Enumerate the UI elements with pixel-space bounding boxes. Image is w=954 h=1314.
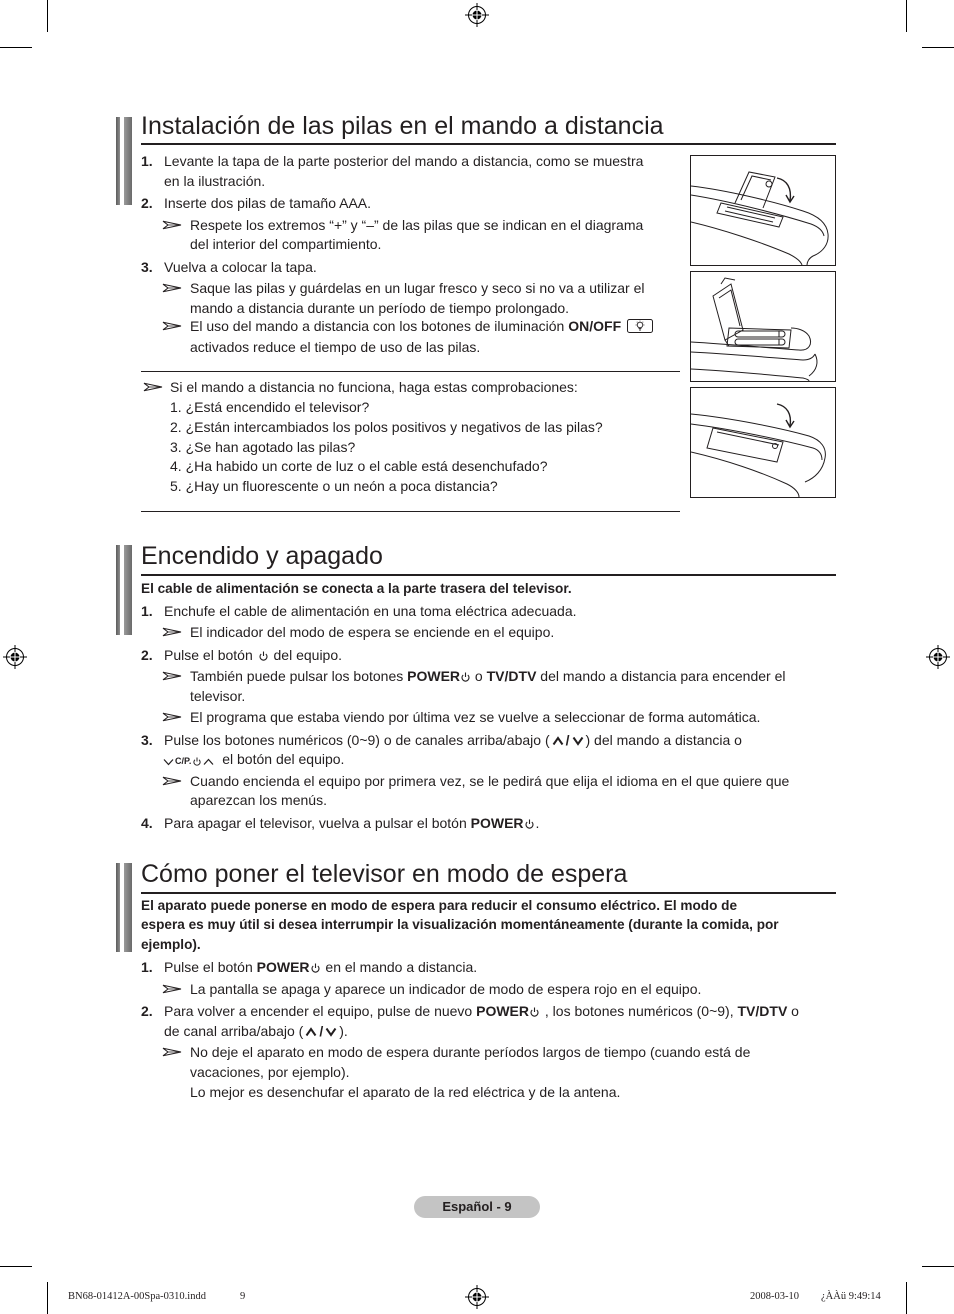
section-marker-bar bbox=[116, 117, 120, 205]
note-arrow-icon bbox=[162, 984, 182, 994]
step-text: Vuelva a colocar la tapa. bbox=[164, 259, 317, 275]
section-title-power: Encendido y apagado bbox=[141, 542, 383, 570]
step-number: 2. bbox=[141, 1003, 153, 1019]
note-text: mando a distancia durante un período de tiempo prolongado. bbox=[190, 300, 570, 316]
note-text: No deje el aparato en modo de espera durante períodos largos de tiempo (cuando está de bbox=[190, 1044, 751, 1060]
step-text-segment: ) del mando a distancia o bbox=[585, 732, 742, 748]
section-intro: espera es muy útil si desea interrumpir la visualización momentáneamente (durante la comida, por bbox=[141, 917, 779, 932]
power-button-label: POWER bbox=[407, 668, 461, 684]
remote-illustration-drawing bbox=[691, 156, 835, 265]
note-arrow-icon bbox=[162, 712, 182, 722]
step-text: en la ilustración. bbox=[164, 173, 266, 189]
step-text-segment: del equipo. bbox=[269, 647, 343, 663]
note-arrow-icon bbox=[162, 283, 182, 293]
step-text bbox=[164, 1022, 348, 1040]
section-intro: ejemplo). bbox=[141, 937, 201, 952]
crop-mark bbox=[922, 1266, 954, 1267]
slug-date: 2008-03-10 bbox=[750, 1291, 799, 1302]
remote-cover-open-illustration bbox=[690, 155, 836, 266]
crop-mark bbox=[0, 47, 32, 48]
note-text-segment: o bbox=[471, 668, 487, 684]
channel-panel-label: C/P. bbox=[175, 756, 192, 766]
chevron-down-icon bbox=[572, 736, 584, 746]
note-arrow-icon bbox=[162, 627, 182, 637]
section-marker-bar bbox=[124, 117, 132, 205]
step-text bbox=[164, 646, 342, 664]
light-bulb-icon bbox=[627, 319, 653, 333]
crop-mark bbox=[906, 0, 907, 32]
note-text-segment: El uso del mando a distancia con los botones de iluminación bbox=[190, 318, 569, 334]
section-title-standby: Cómo poner el televisor en modo de espera bbox=[141, 860, 628, 888]
troubleshoot-check: 1. ¿Está encendido el televisor? bbox=[170, 399, 370, 415]
section-title-underline bbox=[141, 574, 836, 576]
crop-mark bbox=[922, 47, 954, 48]
step-number: 1. bbox=[141, 153, 153, 169]
step-text-segment: el botón del equipo. bbox=[218, 751, 345, 767]
chevron-down-icon bbox=[325, 1027, 337, 1037]
note-text: Saque las pilas y guárdelas en un lugar fresco y seco si no va a utilizar el bbox=[190, 280, 645, 296]
crop-mark bbox=[47, 1282, 48, 1314]
divider bbox=[141, 371, 680, 372]
step-number: 2. bbox=[141, 195, 153, 211]
power-icon bbox=[461, 672, 470, 682]
note-text: Respete los extremos “+” y “–” de las pilas que se indican en el diagrama bbox=[190, 217, 644, 233]
step-text-segment: Pulse el botón bbox=[164, 959, 257, 975]
remote-illustration-drawing bbox=[691, 272, 835, 381]
remote-illustration-drawing bbox=[691, 388, 835, 497]
note-text: activados reduce el tiempo de uso de las pilas. bbox=[190, 339, 481, 355]
step-text-segment: Para volver a encender el equipo, pulse de nuevo bbox=[164, 1003, 477, 1019]
section-intro: El aparato puede ponerse en modo de espera para reducir el consumo eléctrico. El modo de bbox=[141, 898, 738, 913]
step-number: 3. bbox=[141, 732, 153, 748]
step-text-segment: o bbox=[787, 1003, 799, 1019]
step-text: Enchufe el cable de alimentación en una toma eléctrica adecuada. bbox=[164, 603, 577, 619]
note-text: El indicador del modo de espera se enciende en el equipo. bbox=[190, 624, 555, 640]
chevron-down-icon bbox=[163, 758, 174, 766]
note-text bbox=[190, 667, 785, 685]
power-icon bbox=[259, 651, 268, 661]
slash-separator: / bbox=[565, 732, 570, 748]
registration-mark-icon bbox=[3, 645, 27, 669]
section-intro: El cable de alimentación se conecta a la parte trasera del televisor. bbox=[141, 581, 572, 596]
power-button-label: POWER bbox=[256, 959, 310, 975]
power-icon bbox=[530, 1007, 539, 1017]
step-text-segment: ). bbox=[339, 1023, 348, 1039]
note-arrow-icon bbox=[162, 1047, 182, 1057]
note-arrow-icon bbox=[162, 321, 182, 331]
note-arrow-icon bbox=[162, 220, 182, 230]
power-button-label: POWER bbox=[470, 815, 524, 831]
power-icon bbox=[311, 963, 320, 973]
troubleshoot-check: 5. ¿Hay un fluorescente o un neón a poca distancia? bbox=[170, 478, 498, 494]
step-text bbox=[164, 958, 477, 976]
note-arrow-icon bbox=[143, 382, 163, 392]
section-marker-bar bbox=[116, 545, 120, 635]
step-text bbox=[163, 750, 344, 770]
step-text bbox=[164, 731, 742, 749]
power-icon bbox=[525, 819, 534, 829]
tv-dtv-button-label: TV/DTV bbox=[486, 668, 537, 684]
power-button-label: POWER bbox=[476, 1003, 529, 1019]
slash-separator: / bbox=[319, 1023, 324, 1039]
power-icon bbox=[193, 757, 201, 766]
troubleshoot-check: 3. ¿Se han agotado las pilas? bbox=[170, 439, 356, 455]
step-text bbox=[164, 814, 539, 832]
section-marker-bar bbox=[116, 863, 120, 952]
crop-mark bbox=[47, 0, 48, 32]
registration-mark-icon bbox=[465, 3, 489, 27]
slug-page-number: 9 bbox=[240, 1291, 246, 1302]
step-text-segment: en el mando a distancia. bbox=[321, 959, 478, 975]
note-text: vacaciones, por ejemplo). bbox=[190, 1064, 350, 1080]
step-text bbox=[164, 1002, 799, 1020]
note-text: del interior del compartimiento. bbox=[190, 236, 382, 252]
section-title-underline bbox=[141, 143, 836, 145]
registration-mark-icon bbox=[926, 645, 950, 669]
step-text: Inserte dos pilas de tamaño AAA. bbox=[164, 195, 372, 211]
note-arrow-icon bbox=[162, 776, 182, 786]
slug-file-name: BN68-01412A-00Spa-0310.indd bbox=[68, 1291, 206, 1302]
divider bbox=[141, 511, 680, 512]
troubleshoot-check: 2. ¿Están intercambiados los polos positivos y negativos de las pilas? bbox=[170, 419, 603, 435]
channel-panel-buttons-icon bbox=[163, 751, 214, 770]
crop-mark bbox=[906, 1282, 907, 1314]
step-text-segment: de canal arriba/abajo ( bbox=[164, 1023, 304, 1039]
remote-batteries-inserted-illustration bbox=[690, 271, 836, 382]
section-marker-bar bbox=[124, 545, 132, 635]
troubleshoot-check: 4. ¿Ha habido un corte de luz o el cable está desenchufado? bbox=[170, 458, 548, 474]
step-text-segment: , los botones numéricos (0~9), bbox=[541, 1003, 738, 1019]
section-marker-bar bbox=[124, 863, 132, 952]
note-text-segment: del mando a distancia para encender el bbox=[536, 668, 786, 684]
note-text: El programa que estaba viendo por última vez se vuelve a seleccionar de forma automática. bbox=[190, 709, 761, 725]
note-text bbox=[190, 317, 653, 335]
note-text-segment: También puede pulsar los botones bbox=[190, 668, 408, 684]
step-number: 4. bbox=[141, 815, 153, 831]
chevron-up-icon bbox=[552, 736, 564, 746]
step-text-segment: Para apagar el televisor, vuelva a pulsar el botón bbox=[164, 815, 471, 831]
step-number: 2. bbox=[141, 647, 153, 663]
chevron-up-icon bbox=[305, 1027, 317, 1037]
page-number-badge: Español - 9 bbox=[414, 1196, 540, 1218]
step-number: 1. bbox=[141, 603, 153, 619]
on-off-button-label: ON/OFF bbox=[568, 318, 622, 334]
note-arrow-icon bbox=[162, 671, 182, 681]
step-number: 1. bbox=[141, 959, 153, 975]
registration-mark-icon bbox=[465, 1285, 489, 1309]
step-text-segment: Pulse el botón bbox=[164, 647, 257, 663]
chevron-up-icon bbox=[203, 758, 214, 766]
note-text: Lo mejor es desenchufar el aparato de la red eléctrica y de la antena. bbox=[190, 1084, 621, 1100]
remote-cover-closed-illustration bbox=[690, 387, 836, 498]
note-text: La pantalla se apaga y aparece un indicador de modo de espera rojo en el equipo. bbox=[190, 981, 702, 997]
note-text: televisor. bbox=[190, 688, 246, 704]
crop-mark bbox=[0, 1266, 32, 1267]
section-title-install: Instalación de las pilas en el mando a distancia bbox=[141, 112, 664, 140]
slug-time: ¿ÀÀü 9:49:14 bbox=[821, 1291, 881, 1302]
step-number: 3. bbox=[141, 259, 153, 275]
step-text-segment: . bbox=[535, 815, 540, 831]
step-text-segment: Pulse los botones numéricos (0~9) o de canales arriba/abajo ( bbox=[164, 732, 550, 748]
troubleshoot-intro: Si el mando a distancia no funciona, haga estas comprobaciones: bbox=[170, 379, 578, 395]
step-text: Levante la tapa de la parte posterior del mando a distancia, como se muestra bbox=[164, 153, 644, 169]
tv-dtv-button-label: TV/DTV bbox=[737, 1003, 788, 1019]
section-title-underline bbox=[141, 892, 836, 894]
note-text: Cuando encienda el equipo por primera vez, se le pedirá que elija el idioma en el que quiere que bbox=[190, 773, 790, 789]
note-text: aparezcan los menús. bbox=[190, 792, 327, 808]
